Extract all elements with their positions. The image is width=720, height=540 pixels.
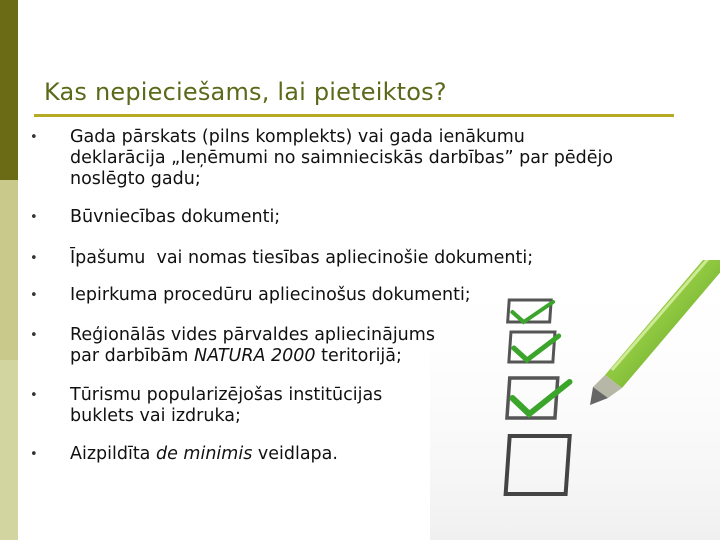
stripe-segment-lighter — [0, 360, 18, 540]
list-item-text — [70, 325, 435, 367]
list-item-text: Būvniecības dokumenti; — [70, 207, 281, 227]
bullet-glyph: • — [30, 328, 38, 343]
list-item-text — [70, 444, 338, 465]
bullet-glyph: • — [30, 388, 38, 403]
title-underline — [34, 114, 674, 117]
text-segment: teritorijā; — [315, 346, 402, 366]
bullet-glyph: • — [30, 447, 38, 462]
list-item-text — [70, 148, 613, 190]
list-item-text: Iepirkuma procedūru apliecinošus dokumenti; — [70, 285, 471, 305]
text-line — [70, 346, 435, 367]
text-line: Reģionālās vides pārvaldes apliecinājums — [70, 325, 435, 345]
emphasis-text: de minimis — [155, 444, 253, 464]
bullet-glyph: • — [30, 210, 38, 225]
text-line: Gada pārskats (pilns komplekts) vai gada ienākumu — [70, 127, 525, 147]
text-segment: Aizpildīta — [70, 444, 156, 464]
list-item-text — [70, 127, 685, 148]
left-accent-stripe — [0, 0, 18, 540]
text-segment: veidlapa. — [252, 444, 338, 464]
stripe-segment-light — [0, 180, 18, 360]
text-segment: par darbībām — [70, 346, 195, 366]
bullet-glyph: • — [30, 251, 38, 266]
emphasis-text: NATURA 2000 — [194, 346, 316, 366]
list-item-text — [70, 385, 382, 427]
bullet-glyph: • — [30, 288, 38, 303]
text-line: noslēgto gadu; — [70, 169, 201, 189]
bullet-glyph: • — [30, 130, 38, 145]
text-line: buklets vai izdruka; — [70, 406, 241, 426]
text-line: deklarācija „Ieņēmumi no saimnieciskās darbības” par pēdējo — [70, 148, 614, 168]
stripe-segment-dark — [0, 0, 18, 180]
slide-title: Kas nepieciešams, lai pieteiktos? — [44, 78, 447, 106]
text-line: Tūrismu popularizējošas institūcijas — [70, 385, 383, 405]
checklist-pen-illustration — [430, 260, 720, 540]
list-item-text: Īpašumu vai nomas tiesības apliecinošie dokumenti; — [70, 248, 534, 268]
